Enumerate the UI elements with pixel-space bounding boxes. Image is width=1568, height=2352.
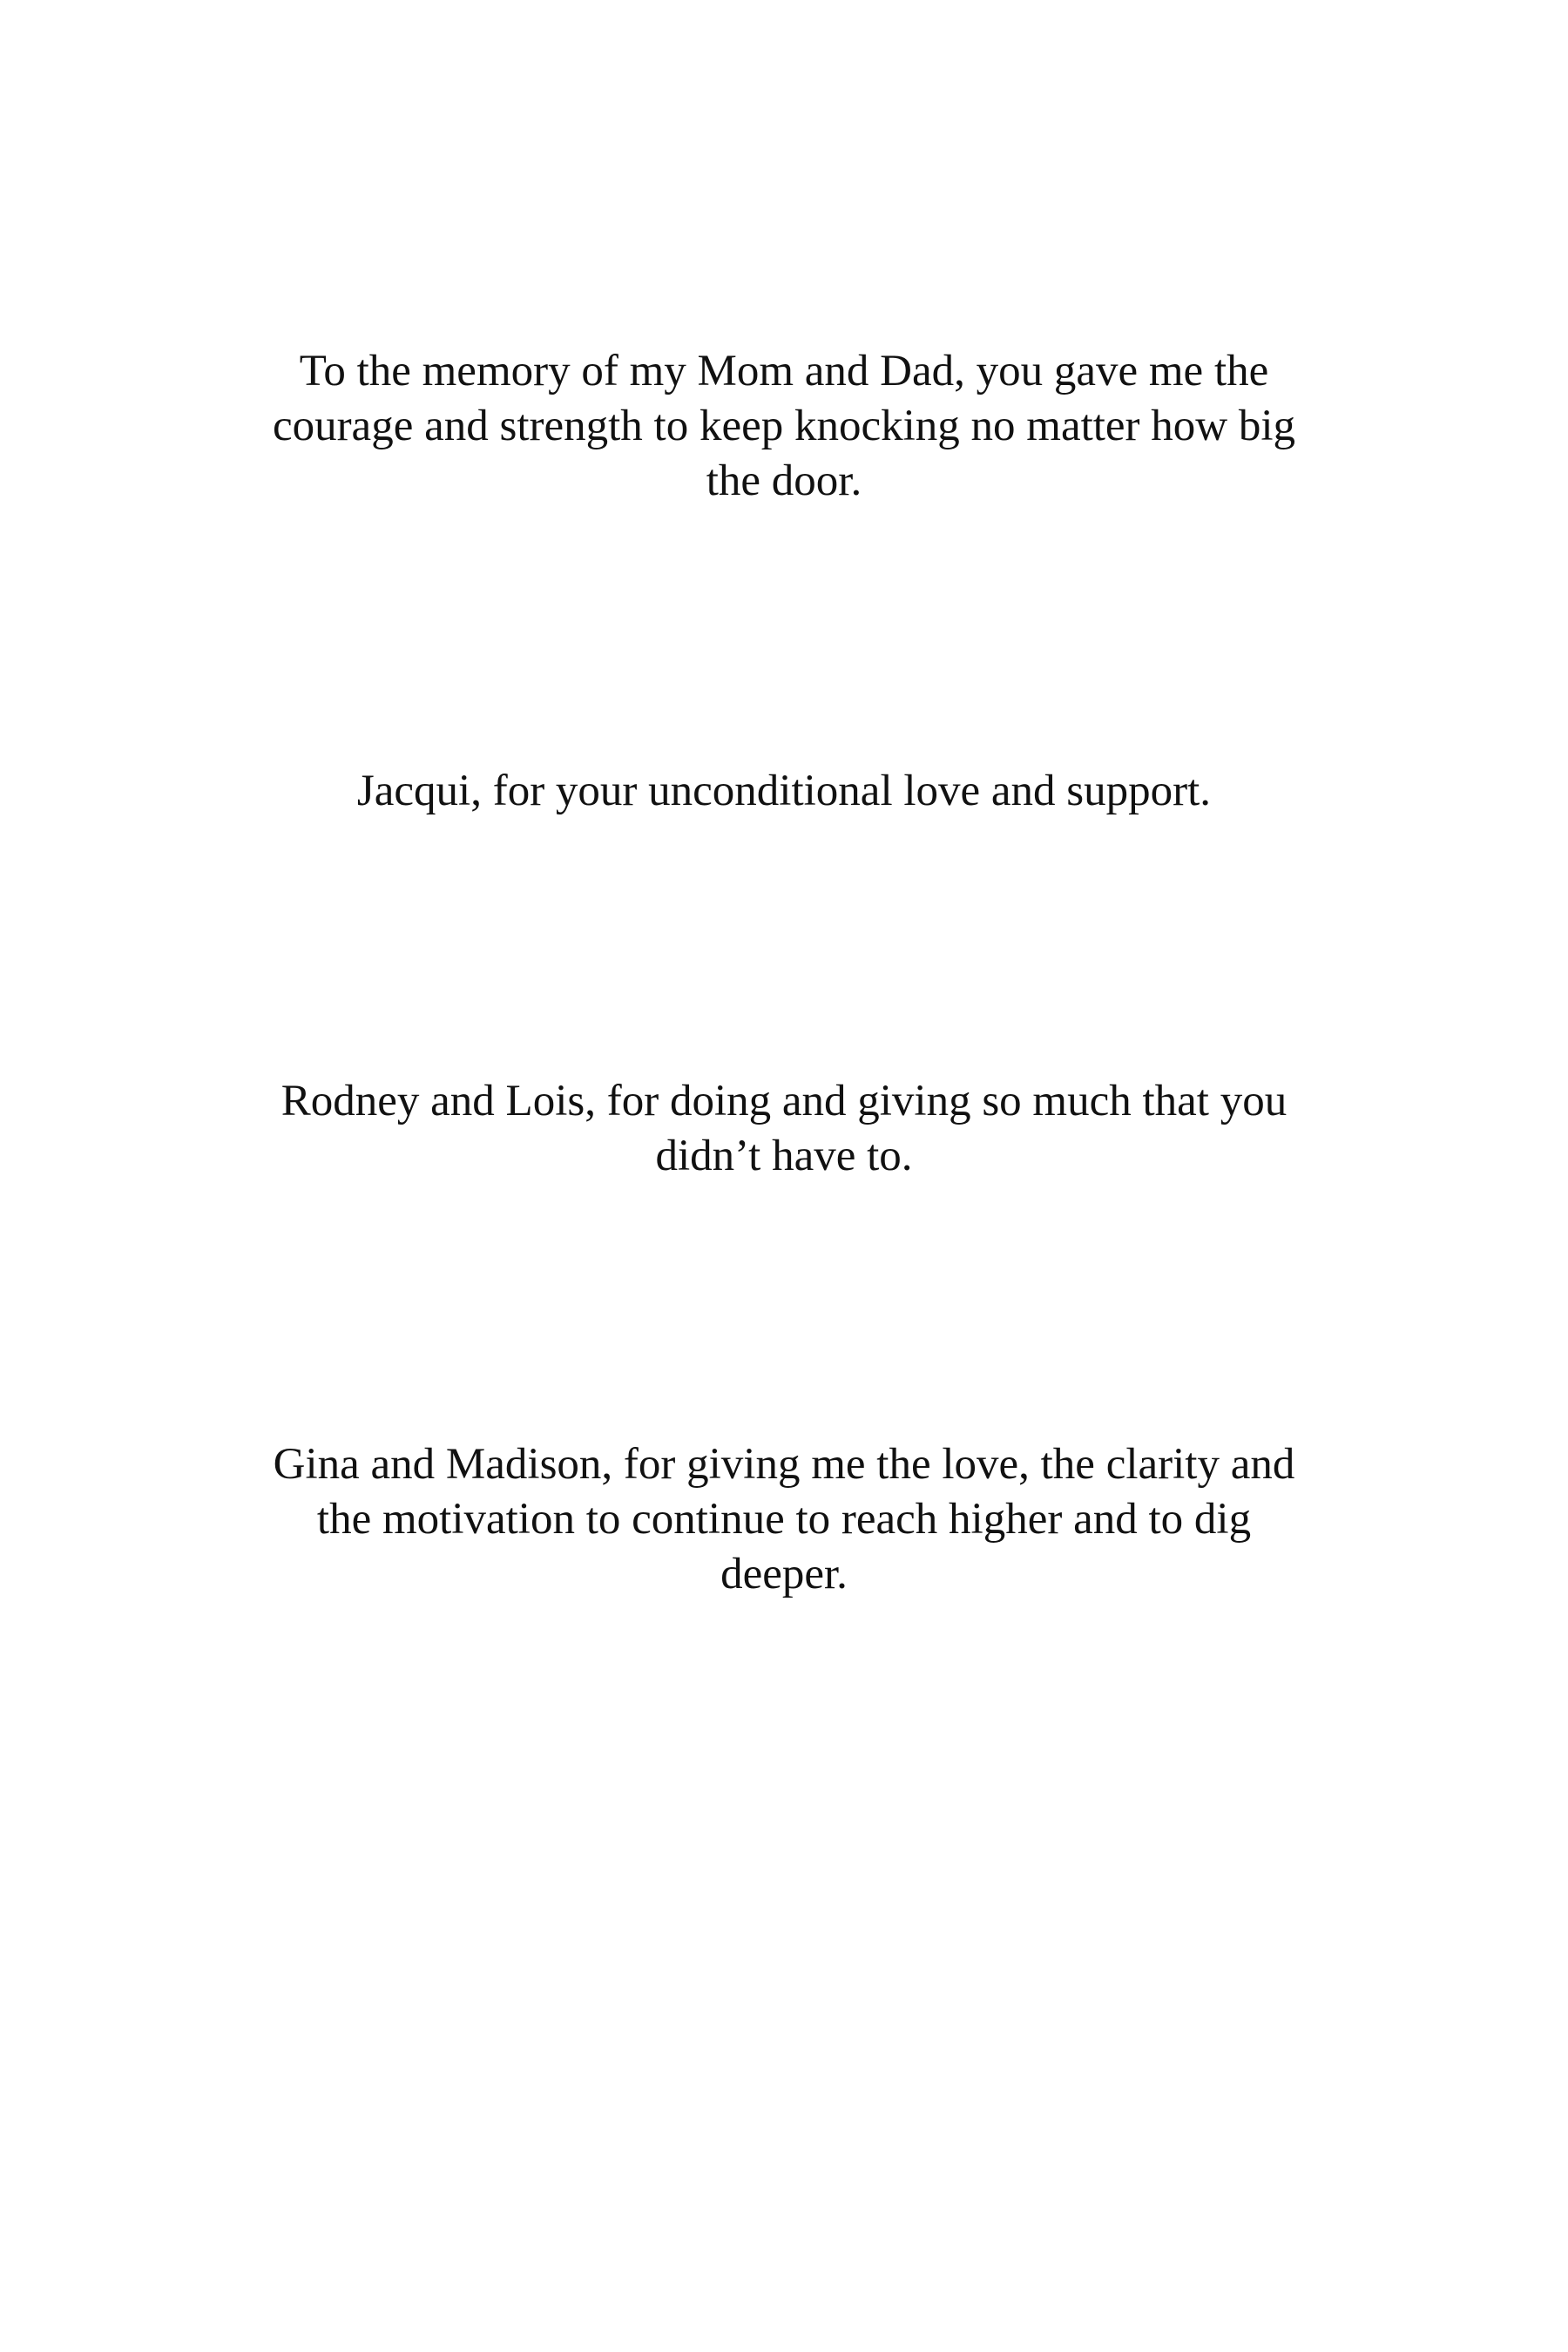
dedication-line: Jacqui, for your unconditional love and support. [356,767,1212,815]
dedication-gina-madison [270,1437,1298,1602]
dedication-line: Gina and Madison, for giving me the love, the clarity and [273,1440,1295,1489]
dedication-line: deeper. [720,1550,848,1598]
dedication-line: Rodney and Lois, for doing and giving so much that you [280,1077,1288,1125]
dedication-rodney-lois [270,1074,1298,1184]
dedication-line: didn’t have to. [655,1132,913,1180]
dedication-line: To the memory of my Mom and Dad, you gave me the [299,347,1269,395]
dedication-line: courage and strength to keep knocking no matter how big [272,402,1296,450]
dedication-jacqui [270,764,1298,819]
dedication-line: the door. [706,456,862,505]
dedication-line: the motivation to continue to reach higher and to dig [316,1495,1252,1544]
dedication-parents [270,344,1298,509]
